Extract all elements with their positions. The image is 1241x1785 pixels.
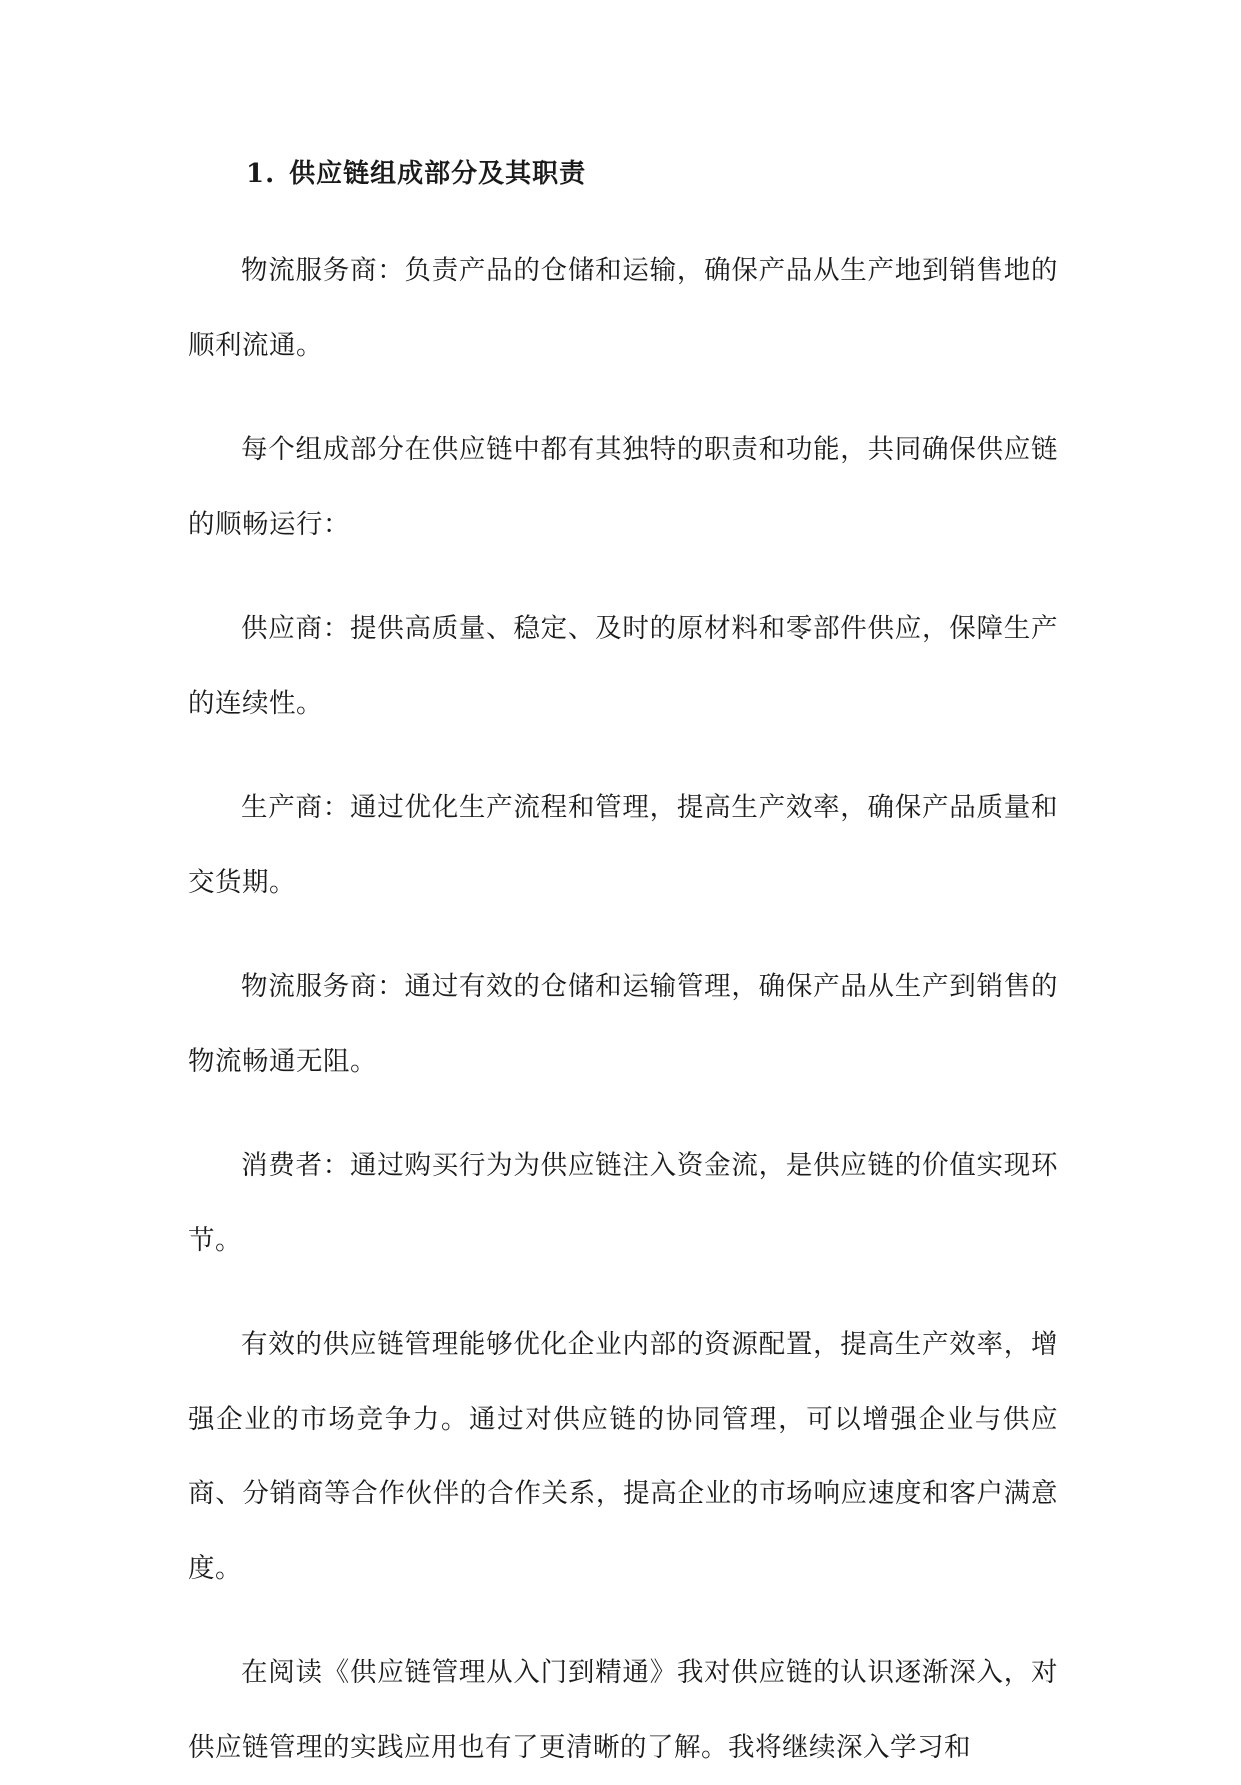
- section-number: 1.: [246, 159, 276, 189]
- section-title: 供应链组成部分及其职责: [289, 159, 587, 189]
- paragraph-components-overview: 每个组成部分在供应链中都有其独特的职责和功能，共同确保供应链的顺畅运行：: [188, 434, 1058, 540]
- document-body: [188, 144, 1058, 1785]
- paragraph-consumer: 消费者：通过购买行为为供应链注入资金流，是供应链的价值实现环节。: [188, 1150, 1058, 1256]
- section-heading: [188, 144, 1058, 204]
- paragraph-management-benefits: 有效的供应链管理能够优化企业内部的资源配置，提高生产效率，增强企业的市场竞争力。通过对供应链的协同管理，可以增强企业与供应商、分销商等合作伙伴的合作关系，提高企业的市场响应速度和客户满意度。: [188, 1329, 1058, 1584]
- paragraph-manufacturer: 生产商：通过优化生产流程和管理，提高生产效率，确保产品质量和交货期。: [188, 792, 1058, 898]
- paragraph-logistics-provider: 物流服务商：通过有效的仓储和运输管理，确保产品从生产到销售的物流畅通无阻。: [188, 971, 1058, 1077]
- paragraph-supplier: 供应商：提供高质量、稳定、及时的原材料和零部件供应，保障生产的连续性。: [188, 613, 1058, 719]
- paragraph-reading-reflection: 在阅读《供应链管理从入门到精通》我对供应链的认识逐渐深入，对供应链管理的实践应用也有了更清晰的了解。我将继续深入学习和: [188, 1657, 1058, 1763]
- paragraph-logistics-intro: 物流服务商：负责产品的仓储和运输，确保产品从生产地到销售地的顺利流通。: [188, 255, 1058, 361]
